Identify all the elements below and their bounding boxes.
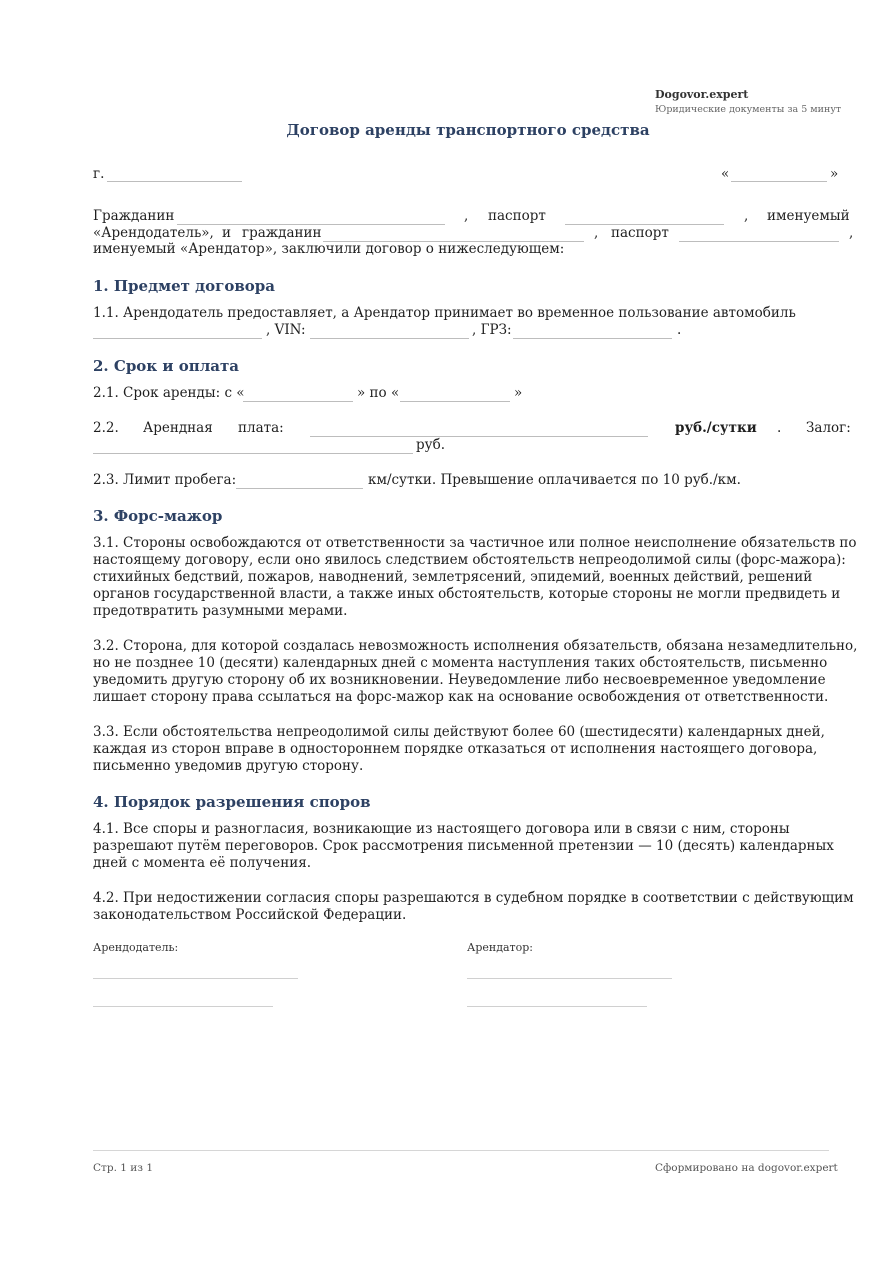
landlord-name-line[interactable] xyxy=(93,1006,273,1007)
vin-label: , VIN: xyxy=(266,322,306,338)
term-end-field[interactable] xyxy=(400,401,510,402)
mileage-field[interactable] xyxy=(236,488,363,489)
generated-note: Сформировано на dogovor.expert xyxy=(655,1162,838,1174)
rent-clause-number: 2.2. xyxy=(93,420,119,436)
tenant-signature-label: Арендатор: xyxy=(467,941,533,954)
parties-comma: , xyxy=(744,208,749,224)
city-prefix: г. xyxy=(93,166,105,182)
deposit-currency: руб. xyxy=(416,437,446,453)
clause-4-1: 4.1. Все споры и разногласия, возникающие из настоящего договора или в связи с ним, стороны разрешают путём переговоров. Срок рассмотрения письменной претензии — 10 (десять) календарных дней с момента её получения. xyxy=(93,821,834,871)
deposit-field[interactable] xyxy=(93,453,413,454)
rent-dot: . xyxy=(777,420,782,436)
parties-citizen-word: Гражданин xyxy=(93,208,175,224)
rent-unit: руб./сутки xyxy=(675,420,757,436)
date-field[interactable] xyxy=(731,181,827,182)
landlord-role: «Арендодатель», xyxy=(93,225,214,241)
section-2-heading: 2. Срок и оплата xyxy=(93,357,240,375)
clause-4-2: 4.2. При недостижении согласия споры разрешаются в судебном порядке в соответствии с действующим законодательством Российской Федерации. xyxy=(93,890,854,923)
section-4-heading: 4. Порядок разрешения споров xyxy=(93,793,371,811)
section-1-heading: 1. Предмет договора xyxy=(93,277,275,295)
date-quote-close: » xyxy=(830,166,839,182)
clause-3-2: 3.2. Сторона, для которой создалась невозможность исполнения обязательств, обязана незамедлительно, но не позднее 10 (десяти) календарных дней с момента наступления таких обстоятельств, письменно уведомить другую сторону об их возникновении. Неуведомление либо несвоевременное уведомление лишает сторону права ссылаться на форс-мажор как на основание освобождения от ответственности. xyxy=(93,638,858,705)
rent-amount-field[interactable] xyxy=(310,436,648,437)
mileage-label: 2.3. Лимит пробега: xyxy=(93,472,237,488)
document-title: Договор аренды транспортного средства xyxy=(286,121,650,139)
brand-name: Dogovor.expert xyxy=(655,88,749,101)
deposit-label: Залог: xyxy=(806,420,851,436)
parties-closing-line: именуемый «Арендатор», заключили договор о нижеследующем: xyxy=(93,241,565,257)
brand-tagline: Юридические документы за 5 минут xyxy=(655,104,842,115)
parties-comma: , xyxy=(849,225,854,241)
date-quote-open: « xyxy=(721,166,730,182)
clause-1-1-end: . xyxy=(677,322,682,338)
landlord-signature-line[interactable] xyxy=(93,978,298,979)
tenant-passport-field[interactable] xyxy=(679,241,839,242)
city-field[interactable] xyxy=(107,181,242,182)
tenant-signature-line[interactable] xyxy=(467,978,672,979)
rent-word-arendnaya: Арендная xyxy=(143,420,213,436)
clause-1-1-text: 1.1. Арендодатель предоставляет, а Арендатор принимает во временное пользование автомобиль xyxy=(93,305,796,321)
plate-label: , ГРЗ: xyxy=(472,322,512,338)
section-3-heading: 3. Форс-мажор xyxy=(93,507,223,525)
parties-comma: , xyxy=(464,208,469,224)
term-quote-close: » xyxy=(514,385,523,401)
term-to-label: » по « xyxy=(357,385,400,401)
vin-field[interactable] xyxy=(310,338,469,339)
parties-comma: , xyxy=(594,225,599,241)
term-label: 2.1. Срок аренды: с « xyxy=(93,385,245,401)
term-start-field[interactable] xyxy=(243,401,353,402)
parties-named-word: именуемый xyxy=(767,208,850,224)
rent-word-plata: плата: xyxy=(238,420,284,436)
car-model-field[interactable] xyxy=(93,338,262,339)
parties-passport2-word: паспорт xyxy=(611,225,669,241)
clause-3-3: 3.3. Если обстоятельства непреодолимой силы действуют более 60 (шестидесяти) календарных дней, каждая из сторон вправе в одностороннем порядке отказаться от исполнения настоящего договора, письменно уведомив другую сторону. xyxy=(93,724,825,774)
landlord-signature-label: Арендодатель: xyxy=(93,941,179,954)
parties-citizen2-word: гражданин xyxy=(242,225,322,241)
mileage-text: км/сутки. Превышение оплачивается по 10 руб./км. xyxy=(368,472,741,488)
plate-field[interactable] xyxy=(513,338,672,339)
tenant-name-line[interactable] xyxy=(467,1006,647,1007)
clause-3-1: 3.1. Стороны освобождаются от ответственности за частичное или полное неисполнение обязательств по настоящему договору, если оно явилось следствием обстоятельств непреодолимой силы (форс-мажора): стихийных бедствий, пожаров, наводнений, землетрясений, эпидемий, военных действий, решений органов государственной власти, а также иных обстоятельств, которые стороны не могли предвидеть и предотвратить разумными мерами. xyxy=(93,535,857,619)
parties-and-word: и xyxy=(222,225,231,241)
page-number: Стр. 1 из 1 xyxy=(93,1162,154,1174)
parties-passport-word: паспорт xyxy=(488,208,546,224)
footer-divider xyxy=(93,1150,829,1151)
